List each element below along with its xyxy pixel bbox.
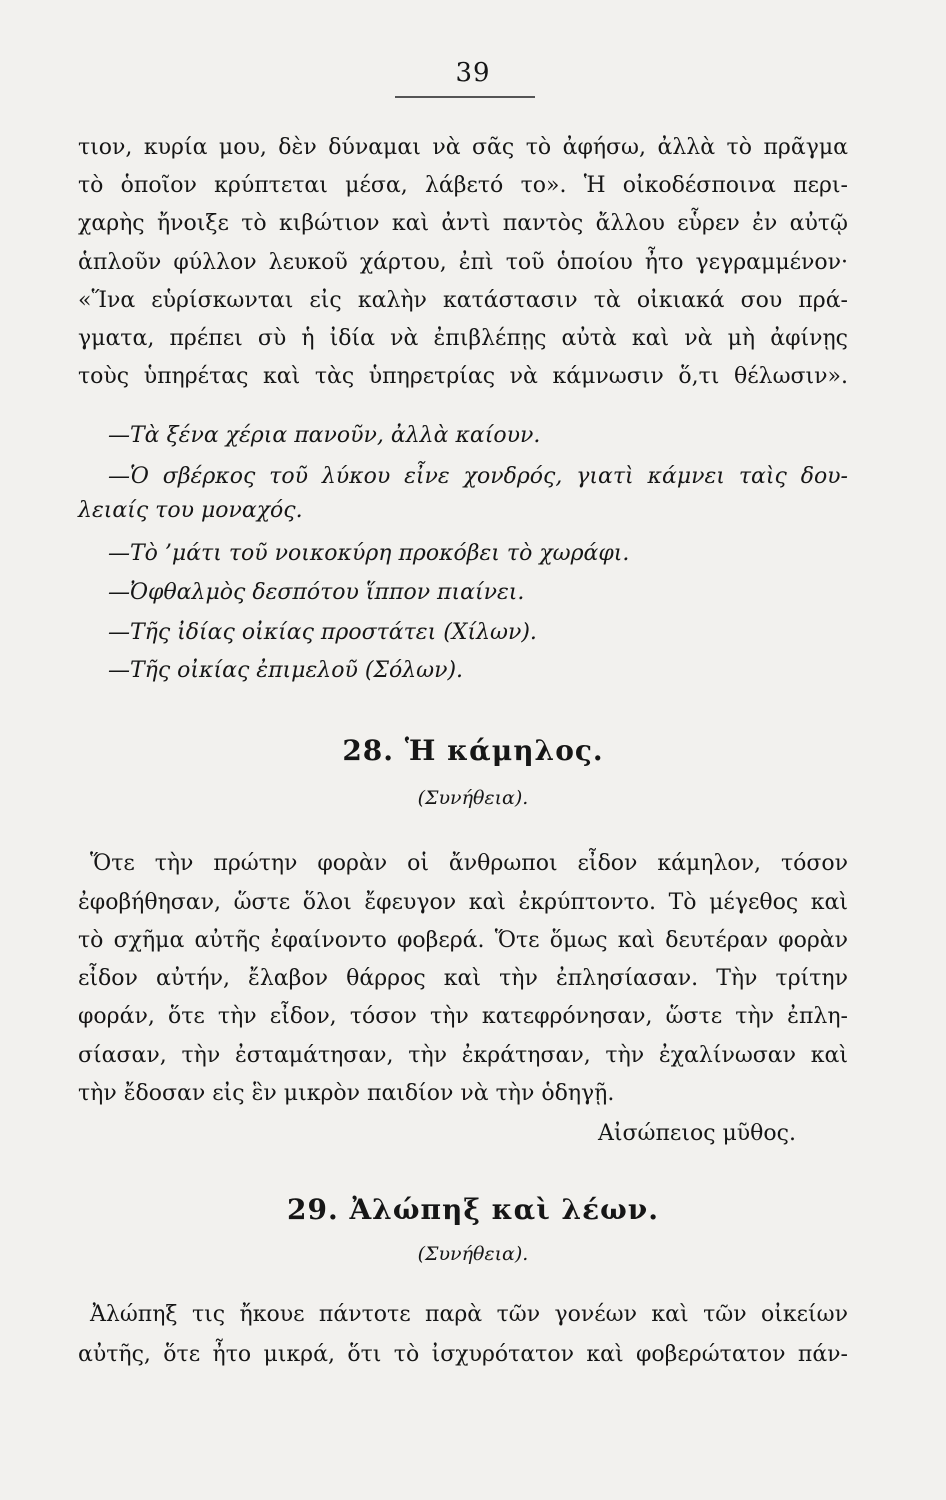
paragraph-line: τοὺς ὑπηρέτας καὶ τὰς ὑπηρετρίας νὰ κάμνωσιν ὅ,τι θέλωσιν».	[78, 364, 848, 389]
section-28-subtitle: (Συνήθεια).	[417, 787, 529, 809]
paragraph-line: τιον, κυρία μου, δὲν δύναμαι νὰ σᾶς τὸ ἀφήσω, ἀλλὰ τὸ πρᾶγμα	[78, 135, 848, 160]
section-28-title: 28. Ἡ κάμηλος.	[342, 734, 604, 767]
proverb-line: —Τὰ ξένα χέρια πανοῦν, ἀλλὰ καίουν.	[108, 423, 541, 448]
proverb-line: —Τὸ ’μάτι τοῦ νοικοκύρη προκόβει τὸ χωράφι.	[108, 541, 630, 566]
proverb-line: —Ὁ σβέρκος τοῦ λύκου εἶνε χονδρός, γιατὶ κάμνει ταὶς δου-	[108, 464, 848, 489]
header-rule	[395, 96, 535, 98]
proverb-line: λειαίς του μοναχός.	[78, 498, 303, 523]
section-29-title: 29. Ἀλώπηξ καὶ λέων.	[287, 1193, 659, 1226]
paragraph-line: τὸ ὁποῖον κρύπτεται μέσα, λάβετό το». Ἡ οἰκοδέσποινα περι-	[78, 173, 848, 198]
paragraph-line: «Ἵνα εὑρίσκωνται εἰς καλὴν κατάστασιν τὰ οἰκιακά σου πρά-	[78, 288, 848, 313]
section-28-line: τὴν ἔδοσαν εἰς ἓν μικρὸν παιδίον νὰ τὴν ὁδηγῇ.	[78, 1081, 615, 1106]
page-number: 39	[455, 58, 491, 88]
paragraph-line: γματα, πρέπει σὺ ἡ ἰδία νὰ ἐπιβλέπῃς αὐτὰ καὶ νὰ μὴ ἀφίνῃς	[78, 326, 848, 351]
section-29-line: αὐτῆς, ὅτε ἦτο μικρά, ὅτι τὸ ἰσχυρότατον καὶ φοβερώτατον πάν-	[78, 1342, 848, 1367]
section-28-line: τὸ σχῆμα αὐτῆς ἐφαίνοντο φοβερά. Ὅτε ὅμως καὶ δευτέραν φορὰν	[78, 928, 848, 953]
proverb-line: —Τῆς ἰδίας οἰκίας προστάτει (Χίλων).	[108, 620, 537, 645]
section-28-attribution: Αἰσώπειος μῦθος.	[598, 1121, 796, 1146]
paragraph-line: χαρὴς ἤνοιξε τὸ κιβώτιον καὶ ἀντὶ παντὸς ἄλλου εὗρεν ἐν αὐτῷ	[78, 211, 848, 236]
section-28-line: ἐφοβήθησαν, ὥστε ὅλοι ἔφευγον καὶ ἐκρύπτοντο. Τὸ μέγεθος καὶ	[78, 890, 848, 915]
section-29-subtitle: (Συνήθεια).	[417, 1243, 529, 1265]
proverb-line: —Ὀφθαλμὸς δεσπότου ἵππον πιαίνει.	[108, 580, 525, 605]
section-28-line: σίασαν, τὴν ἐσταμάτησαν, τὴν ἐκράτησαν, τὴν ἐχαλίνωσαν καὶ	[78, 1043, 848, 1068]
proverb-line: —Τῆς οἰκίας ἐπιμελοῦ (Σόλων).	[108, 658, 464, 683]
section-28-line: εἶδον αὐτήν, ἔλαβον θάρρος καὶ τὴν ἐπλησίασαν. Τὴν τρίτην	[78, 966, 848, 991]
section-29-line: Ἀλώπηξ τις ἤκουε πάντοτε παρὰ τῶν γονέων καὶ τῶν οἰκείων	[90, 1302, 848, 1327]
section-28-line: Ὅτε τὴν πρώτην φορὰν οἱ ἄνθρωποι εἶδον κάμηλον, τόσον	[90, 851, 848, 876]
paragraph-line: ἁπλοῦν φύλλον λευκοῦ χάρτου, ἐπὶ τοῦ ὁποίου ἦτο γεγραμμένον·	[78, 250, 848, 275]
section-28-line: φοράν, ὅτε τὴν εἶδον, τόσον τὴν κατεφρόνησαν, ὥστε τὴν ἐπλη-	[78, 1004, 848, 1029]
